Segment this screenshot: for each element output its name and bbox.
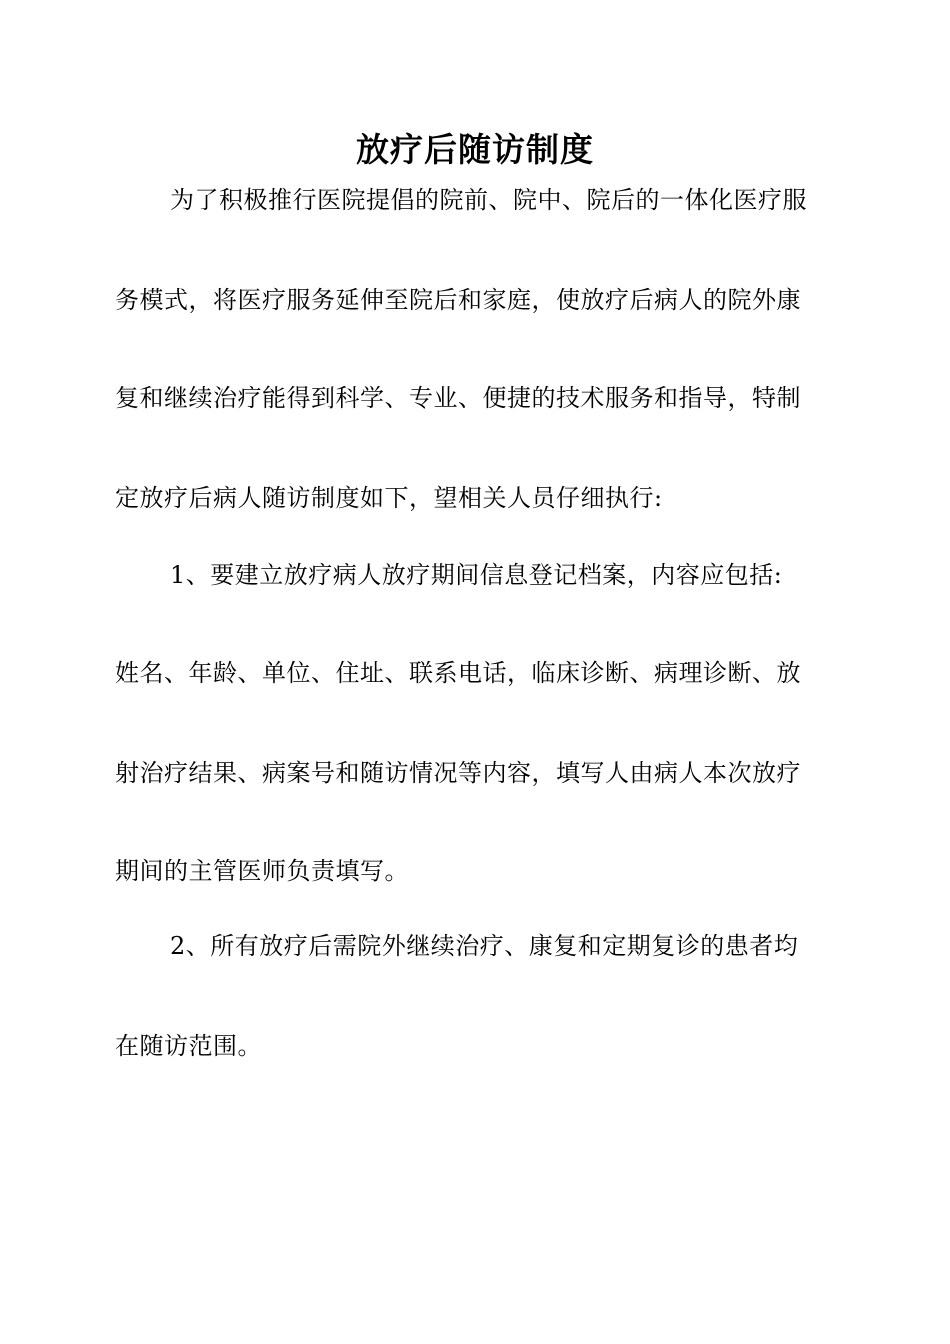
paragraph-1-line-2: 务模式，将医疗服务延伸至院后和家庭，使放疗后病人的院外康 bbox=[115, 286, 801, 314]
document-title: 放疗后随访制度 bbox=[356, 130, 594, 169]
item-2-line-1: 2、所有放疗后需院外继续治疗、康复和定期复诊的患者均 bbox=[170, 932, 799, 960]
paragraph-1-line-4: 定放疗后病人随访制度如下，望相关人员仔细执行: bbox=[115, 484, 663, 512]
item-1-line-2: 姓名、年龄、单位、住址、联系电话，临床诊断、病理诊断、放 bbox=[115, 659, 801, 687]
item-2-line-2: 在随访范围。 bbox=[115, 1032, 262, 1060]
item-1-line-1: 1、要建立放疗病人放疗期间信息登记档案，内容应包括: bbox=[170, 561, 783, 589]
paragraph-1-line-1: 为了积极推行医院提倡的院前、院中、院后的一体化医疗服 bbox=[170, 186, 807, 214]
item-1-line-4: 期间的主管医师负责填写。 bbox=[115, 857, 409, 885]
item-1-line-3: 射治疗结果、病案号和随访情况等内容，填写人由病人本次放疗 bbox=[115, 759, 801, 787]
paragraph-1-line-3: 复和继续治疗能得到科学、专业、便捷的技术服务和指导，特制 bbox=[115, 384, 801, 412]
